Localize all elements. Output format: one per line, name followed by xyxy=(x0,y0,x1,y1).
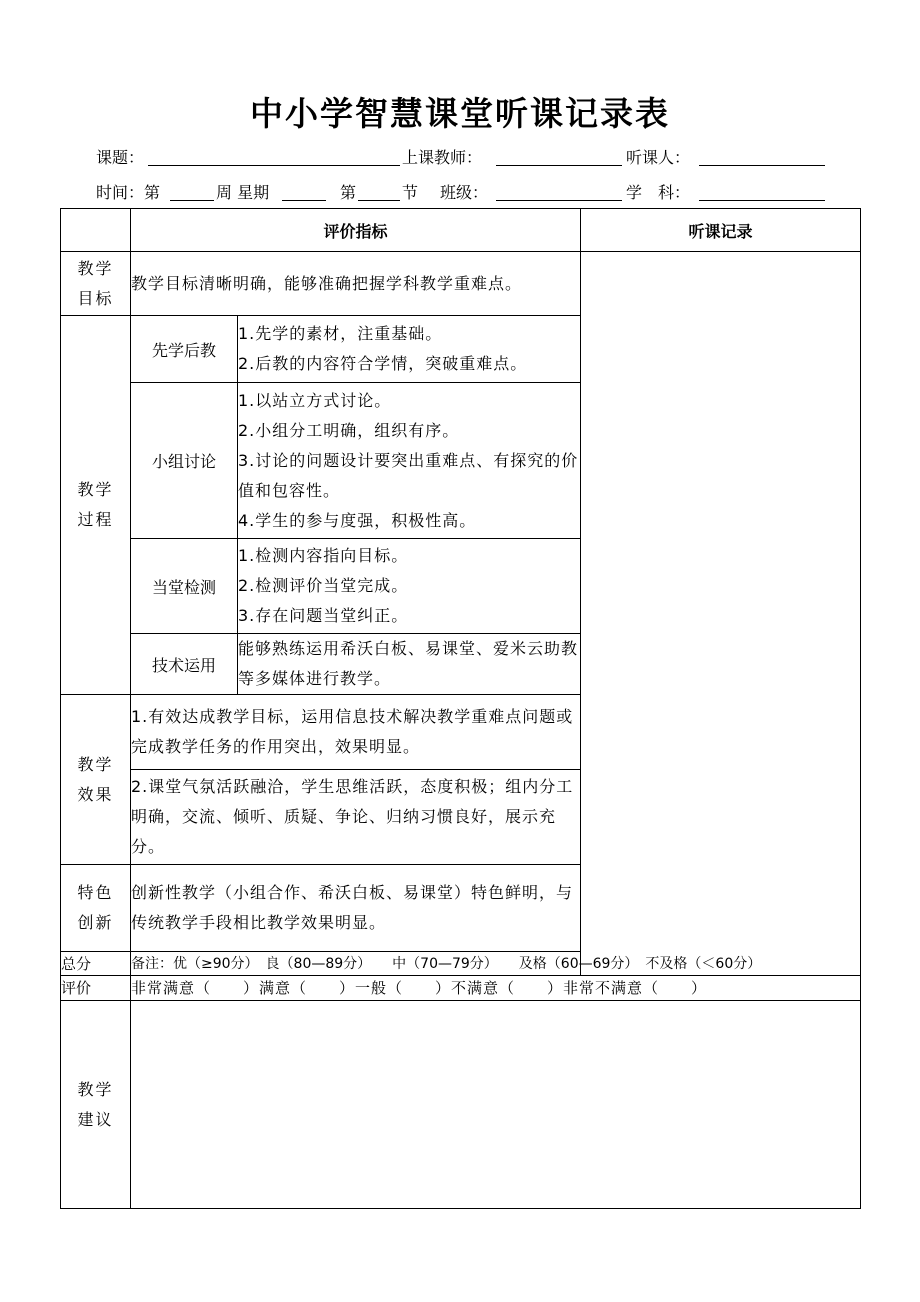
listener-label: 听课人： xyxy=(626,148,691,167)
topic-label: 课题： xyxy=(96,148,145,167)
suggestion-row xyxy=(61,1001,861,1209)
section-name-3: 当堂检测 xyxy=(131,539,238,634)
section-items-2: 1.以站立方式讨论。 2.小组分工明确，组织有序。 3.讨论的问题设计要突出重难点、有探究的价值和包容性。 4.学生的参与度强，积极性高。 xyxy=(238,383,581,539)
effect-item-2: 2.课堂气氛活跃融洽，学生思维活跃，态度积极；组内分工明确，交流、倾听、质疑、争论、归纳习惯良好，展示充分。 xyxy=(131,770,581,865)
teacher-label: 上课教师： xyxy=(402,148,483,167)
process-label: 教学 过程 xyxy=(61,316,131,695)
record-area[interactable] xyxy=(581,252,861,976)
innovation-label: 特色 创新 xyxy=(61,865,131,952)
weekday-field[interactable] xyxy=(282,200,326,201)
goal-label: 教学 目标 xyxy=(61,252,131,316)
class-label: 班级： xyxy=(440,183,489,202)
suggestion-area[interactable] xyxy=(131,1001,861,1209)
section-items-4: 能够熟练运用希沃白板、易课堂、爱米云助教等多媒体进行教学。 xyxy=(238,634,581,695)
topic-field[interactable] xyxy=(148,165,400,166)
header-record: 听课记录 xyxy=(581,209,861,252)
rating-options[interactable]: 非常满意（ ）满意（ ）一般（ ）不满意（ ）非常不满意（ ） xyxy=(131,976,861,1001)
rating-label: 评价 xyxy=(61,976,131,1001)
period-prefix: 第 xyxy=(340,183,357,202)
suggestion-label: 教学 建议 xyxy=(61,1001,131,1209)
class-field[interactable] xyxy=(496,200,622,201)
section-items-3: 1.检测内容指向目标。 2.检测评价当堂完成。 3.存在问题当堂纠正。 xyxy=(238,539,581,634)
page-title: 中小学智慧课堂听课记录表 xyxy=(250,94,670,133)
section-name-4: 技术运用 xyxy=(131,634,238,695)
header-blank-cell xyxy=(61,209,131,252)
meta-row-1 xyxy=(96,145,836,169)
effect-item-1: 1.有效达成教学目标，运用信息技术解决教学重难点问题或完成教学任务的作用突出，效果明显。 xyxy=(131,695,581,770)
header-indicator: 评价指标 xyxy=(131,209,581,252)
goal-text: 教学目标清晰明确，能够准确把握学科教学重难点。 xyxy=(131,252,581,316)
section-name-1: 先学后教 xyxy=(131,316,238,383)
header-row xyxy=(61,209,861,252)
time-label: 时间：第 xyxy=(96,183,161,202)
subject-label: 学 科： xyxy=(626,183,691,202)
goal-row xyxy=(61,252,861,316)
rating-row xyxy=(61,976,861,1001)
period-field[interactable] xyxy=(358,200,400,201)
listener-field[interactable] xyxy=(699,165,825,166)
total-note: 备注：优（≥90分） 良（80—89分） 中（70—79分） 及格（60—69分） 不及格（＜60分） xyxy=(131,952,861,976)
total-label: 总分 xyxy=(61,952,131,976)
innovation-text: 创新性教学（小组合作、希沃白板、易课堂）特色鲜明，与传统教学手段相比教学效果明显。 xyxy=(131,865,581,952)
week-field[interactable] xyxy=(170,200,214,201)
teacher-field[interactable] xyxy=(496,165,622,166)
week-label: 周 星期 xyxy=(216,183,270,202)
section-name-2: 小组讨论 xyxy=(131,383,238,539)
evaluation-table xyxy=(60,208,861,1209)
meta-row-2 xyxy=(96,180,836,204)
subject-field[interactable] xyxy=(699,200,825,201)
section-items-1: 1.先学的素材，注重基础。 2.后教的内容符合学情，突破重难点。 xyxy=(238,316,581,383)
period-suffix: 节 xyxy=(402,183,419,202)
effect-label: 教学 效果 xyxy=(61,695,131,865)
total-row xyxy=(61,952,861,976)
